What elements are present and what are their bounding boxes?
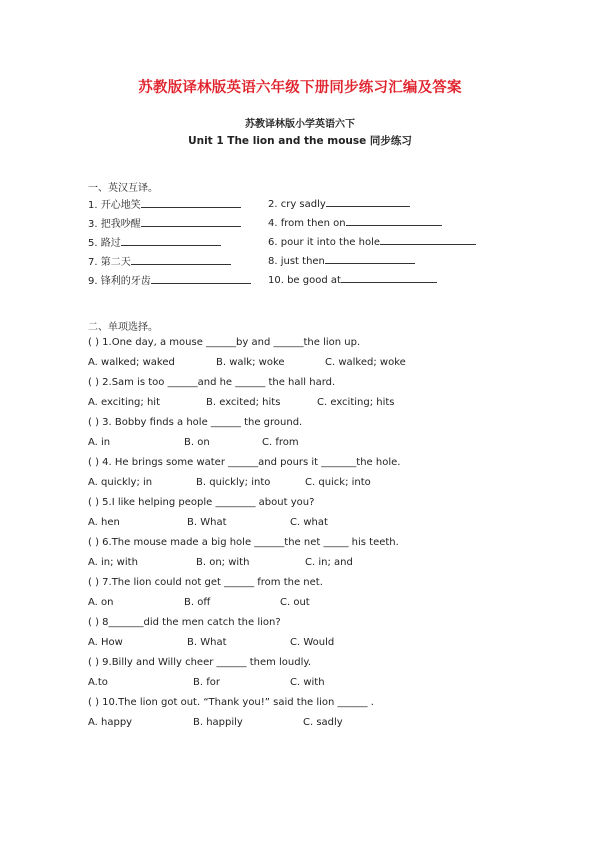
question-9: ( ) 9.Billy and Willy cheer ______ them loudly.	[88, 657, 312, 668]
section2-heading: 二、单项选择。	[88, 322, 158, 333]
document-subtitle: 苏教译林版小学英语六下	[245, 119, 355, 130]
question-5: ( ) 5.I like helping people ________ about you?	[88, 497, 315, 508]
option-b: B. for	[193, 677, 220, 688]
option-c: C. exciting; hits	[317, 397, 395, 408]
document-title: 苏教版译林版英语六年级下册同步练习汇编及答案	[138, 80, 462, 96]
option-c: C. quick; into	[305, 477, 371, 488]
option-b: B. What	[187, 517, 227, 528]
option-c: C. in; and	[305, 557, 353, 568]
question-8: ( ) 8_______did the men catch the lion?	[88, 617, 281, 628]
question-2: ( ) 2.Sam is too ______and he ______ the hall hard.	[88, 377, 336, 388]
option-b: B. excited; hits	[206, 397, 281, 408]
question-3: ( ) 3. Bobby finds a hole ______ the ground.	[88, 417, 303, 428]
translate-item-10: 10. be good at	[268, 272, 437, 286]
option-c: C. walked; woke	[325, 357, 406, 368]
question-7: ( ) 7.The lion could not get ______ from the net.	[88, 577, 323, 588]
option-b: B. on	[184, 437, 210, 448]
section1-heading: 一、英汉互译。	[88, 183, 158, 194]
question-4: ( ) 4. He brings some water ______and pours it _______the hole.	[88, 457, 401, 468]
option-a: A. walked; waked	[88, 357, 175, 368]
translate-item-5: 5. 路过	[88, 234, 221, 249]
option-c: C. out	[280, 597, 310, 608]
translate-item-2: 2. cry sadly	[268, 196, 410, 210]
option-c: C. what	[290, 517, 328, 528]
question-1: ( ) 1.One day, a mouse ______by and ______the lion up.	[88, 337, 361, 348]
option-a: A. hen	[88, 517, 120, 528]
translate-item-1: 1. 开心地笑	[88, 196, 241, 211]
option-b: B. on; with	[196, 557, 250, 568]
question-10: ( ) 10.The lion got out. “Thank you!” said the lion ______ .	[88, 697, 374, 708]
translate-item-8: 8. just then	[268, 253, 415, 267]
option-a: A. How	[88, 637, 123, 648]
option-c: C. from	[262, 437, 299, 448]
translate-item-9: 9. 锋利的牙齿	[88, 272, 251, 287]
option-c: C. Would	[290, 637, 335, 648]
option-a: A. exciting; hit	[88, 397, 160, 408]
option-a: A. in	[88, 437, 111, 448]
option-a: A. in; with	[88, 557, 138, 568]
option-b: B. walk; woke	[216, 357, 285, 368]
translate-item-3: 3. 把我吵醒	[88, 215, 241, 230]
option-b: B. off	[184, 597, 211, 608]
option-a: A.to	[88, 677, 108, 688]
option-b: B. What	[187, 637, 227, 648]
translate-item-7: 7. 第二天	[88, 253, 231, 268]
unit-title: Unit 1 The lion and the mouse 同步练习	[188, 135, 412, 147]
option-b: B. quickly; into	[196, 477, 271, 488]
option-a: A. quickly; in	[88, 477, 153, 488]
option-b: B. happily	[193, 717, 243, 728]
question-6: ( ) 6.The mouse made a big hole ______the net _____ his teeth.	[88, 537, 399, 548]
option-c: C. sadly	[303, 717, 343, 728]
translate-item-4: 4. from then on	[268, 215, 442, 229]
option-a: A. on	[88, 597, 114, 608]
option-c: C. with	[290, 677, 325, 688]
translate-item-6: 6. pour it into the hole	[268, 234, 476, 248]
option-a: A. happy	[88, 717, 133, 728]
